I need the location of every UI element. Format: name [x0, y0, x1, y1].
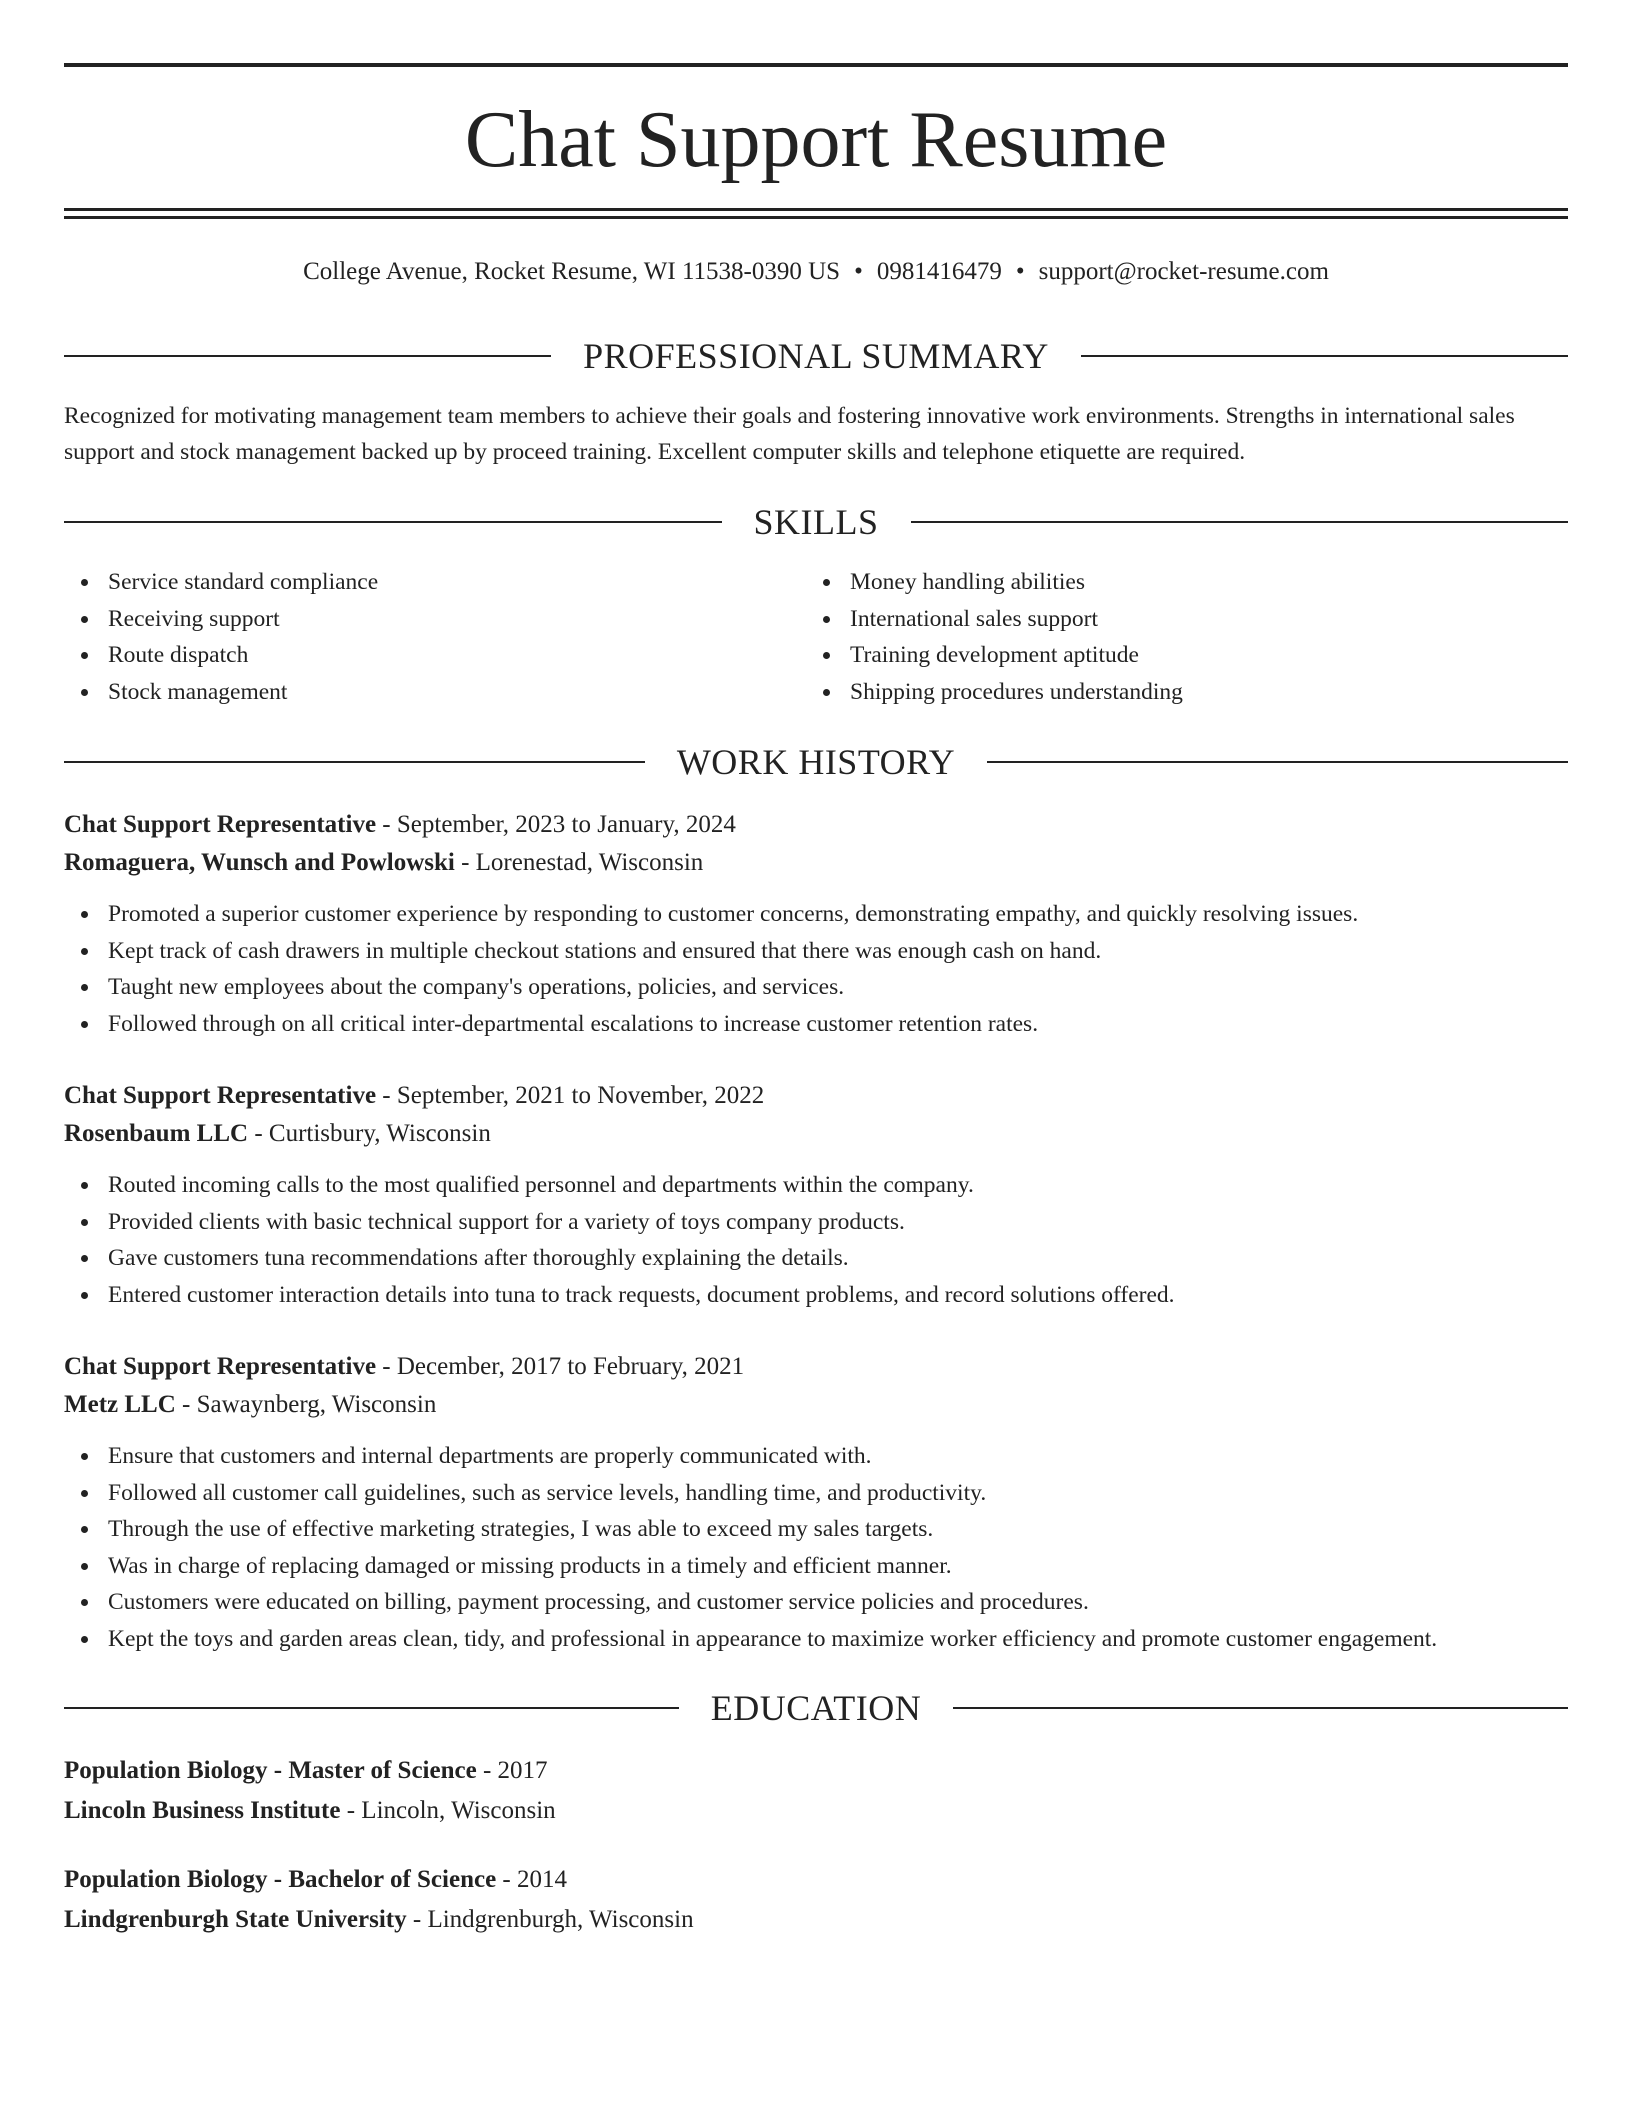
education-entry	[64, 1860, 1568, 1940]
list-item: Training development aptitude	[806, 637, 1548, 674]
list-item: Entered customer interaction details into tuna to track requests, document problems, and record solutions offered.	[64, 1277, 1568, 1314]
list-item: Taught new employees about the company's operations, policies, and services.	[64, 969, 1568, 1006]
contact-separator: •	[1015, 258, 1025, 285]
list-item: Provided clients with basic technical support for a variety of toys company products.	[64, 1204, 1568, 1241]
contact-separator: •	[854, 258, 863, 285]
school-name: Lincoln Business Institute	[64, 1797, 341, 1824]
list-item: Stock management	[64, 674, 806, 711]
skills-list	[64, 564, 1568, 710]
job-entry	[64, 1077, 1568, 1313]
header-double-rule-lower	[64, 216, 1568, 219]
job-location: - Sawaynberg, Wisconsin	[182, 1391, 437, 1418]
job-company: Metz LLC	[64, 1391, 176, 1418]
job-entry	[64, 806, 1568, 1042]
job-dates: - September, 2021 to November, 2022	[382, 1082, 765, 1109]
header-double-rule-upper	[64, 208, 1568, 211]
job-title: Chat Support Representative	[64, 1082, 377, 1109]
job-duties	[64, 1438, 1568, 1657]
contact-phone: 0981416479	[876, 258, 1002, 285]
section-rule-left	[64, 1707, 679, 1709]
school-name: Lindgrenburgh State University	[64, 1906, 407, 1933]
skills-column-left	[64, 564, 806, 710]
school-location: - Lincoln, Wisconsin	[346, 1797, 556, 1824]
work-section-header	[64, 739, 1568, 785]
section-rule-right	[911, 521, 1569, 523]
skills-heading: SKILLS	[753, 502, 879, 542]
job-dates: - December, 2017 to February, 2021	[382, 1353, 745, 1380]
job-title: Chat Support Representative	[64, 1353, 377, 1380]
list-item: Money handling abilities	[806, 564, 1548, 601]
list-item: Kept track of cash drawers in multiple checkout stations and ensured that there was enough cash on hand.	[64, 933, 1568, 970]
job-duties	[64, 1167, 1568, 1313]
list-item: Shipping procedures understanding	[806, 674, 1548, 711]
list-item: Routed incoming calls to the most qualified personnel and departments within the company.	[64, 1167, 1568, 1204]
contact-address: College Avenue, Rocket Resume, WI 11538-0390 US	[303, 258, 841, 285]
job-title: Chat Support Representative	[64, 811, 377, 838]
job-entry	[64, 1348, 1568, 1657]
education-heading: EDUCATION	[710, 1688, 922, 1728]
education-section-header	[64, 1685, 1568, 1731]
list-item: Service standard compliance	[64, 564, 806, 601]
list-item: Followed all customer call guidelines, such as service levels, handling time, and productivity.	[64, 1475, 1568, 1512]
skills-section-header	[64, 499, 1568, 545]
graduation-year: - 2017	[482, 1757, 548, 1784]
section-rule-right	[1081, 355, 1568, 357]
section-rule-left	[64, 521, 722, 523]
job-company: Rosenbaum LLC	[64, 1120, 249, 1147]
education-entry	[64, 1751, 1568, 1831]
degree: Population Biology - Bachelor of Science	[64, 1866, 497, 1893]
list-item: Followed through on all critical inter-departmental escalations to increase customer retention rates.	[64, 1006, 1568, 1043]
skills-column-right	[806, 564, 1548, 710]
list-item: Route dispatch	[64, 637, 806, 674]
job-location: - Curtisbury, Wisconsin	[254, 1120, 491, 1147]
section-rule-left	[64, 355, 551, 357]
summary-section-header	[64, 333, 1568, 379]
summary-text: Recognized for motivating management team members to achieve their goals and fostering innovative work environments. Strengths in international sales support and stock management backed up by proceed training. Excellent computer skills and telephone etiquette are required.	[64, 403, 1515, 465]
job-dates: - September, 2023 to January, 2024	[382, 811, 736, 838]
list-item: Gave customers tuna recommendations after thoroughly explaining the details.	[64, 1240, 1568, 1277]
work-heading: WORK HISTORY	[676, 742, 956, 782]
list-item: Customers were educated on billing, payment processing, and customer service policies and procedures.	[64, 1584, 1568, 1621]
list-item: Promoted a superior customer experience by responding to customer concerns, demonstrating empathy, and quickly resolving issues.	[64, 896, 1568, 933]
page-title: Chat Support Resume	[464, 96, 1168, 184]
list-item: Kept the toys and garden areas clean, tidy, and professional in appearance to maximize worker efficiency and promote customer engagement.	[64, 1621, 1568, 1658]
section-rule-right	[987, 761, 1568, 763]
job-duties	[64, 896, 1568, 1042]
list-item: Was in charge of replacing damaged or missing products in a timely and efficient manner.	[64, 1548, 1568, 1585]
job-location: - Lorenestad, Wisconsin	[461, 849, 704, 876]
job-company: Romaguera, Wunsch and Powlowski	[64, 849, 455, 876]
graduation-year: - 2014	[502, 1866, 567, 1893]
section-rule-left	[64, 761, 645, 763]
contact-line	[64, 254, 1568, 290]
summary-heading: PROFESSIONAL SUMMARY	[583, 336, 1049, 376]
section-rule-right	[953, 1707, 1568, 1709]
contact-email: support@rocket-resume.com	[1038, 258, 1329, 285]
list-item: International sales support	[806, 601, 1548, 638]
header-top-rule	[64, 63, 1568, 67]
school-location: - Lindgrenburgh, Wisconsin	[412, 1906, 694, 1933]
list-item: Through the use of effective marketing strategies, I was able to exceed my sales targets.	[64, 1511, 1568, 1548]
list-item: Ensure that customers and internal departments are properly communicated with.	[64, 1438, 1568, 1475]
list-item: Receiving support	[64, 601, 806, 638]
degree: Population Biology - Master of Science	[64, 1757, 477, 1784]
